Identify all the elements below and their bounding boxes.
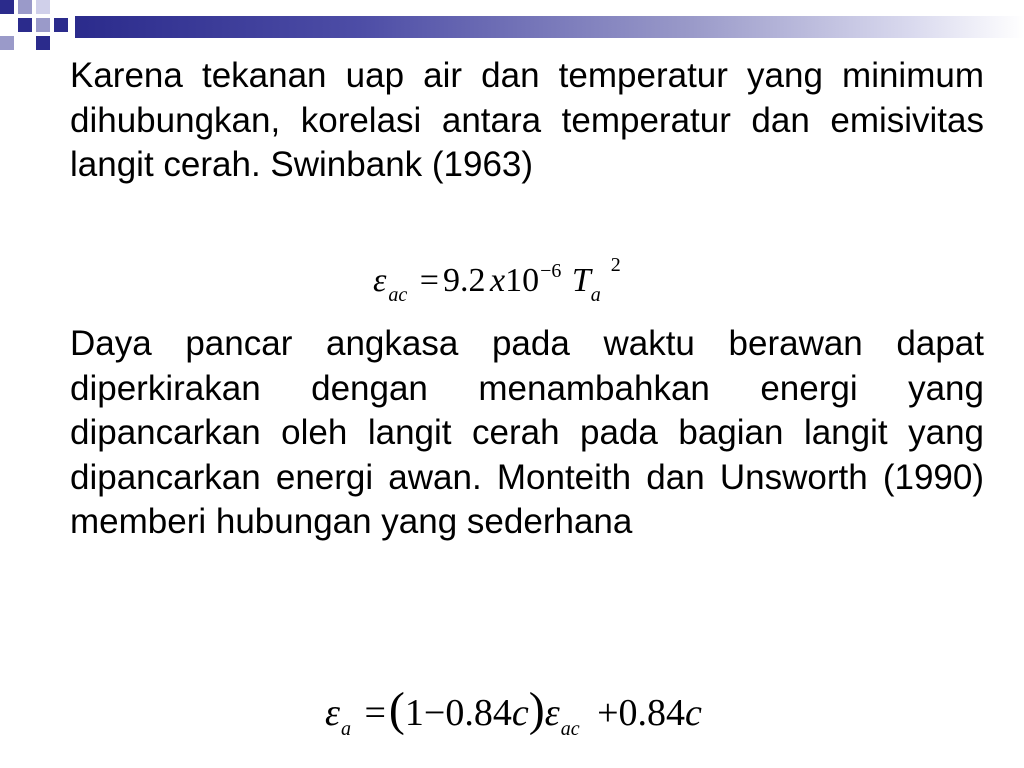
deco-square [36,36,50,50]
eq2-epsilon2: ε [544,692,560,734]
deco-gradient-bar [75,16,1024,38]
eq1-sub-ac: ac [388,284,408,306]
eq2-c2: c [685,692,702,734]
eq2-sub-ac: ac [560,718,580,740]
eq1-power: 2 [610,254,621,276]
equation-swinbank [373,254,621,306]
eq2-coeff2: 0.84 [618,692,686,734]
eq2-coeff1: 0.84 [445,692,512,734]
deco-square [0,36,14,50]
deco-square [18,18,32,32]
deco-square [36,18,50,32]
deco-square [18,0,32,14]
eq1-coeff: 9.2 [442,262,486,299]
deco-square [36,0,50,14]
eq2-one: 1 [404,692,424,734]
eq2-lparen: ( [388,683,405,736]
eq2-minus: − [423,692,446,734]
eq1-ten: 10 [505,262,540,299]
eq1-T: T [571,262,591,299]
eq2-plus: + [597,692,619,734]
deco-square [54,18,68,32]
eq2-sub-a: a [340,718,351,740]
eq1-x: x [489,262,506,299]
paragraph-swinbank: Karena tekanan uap air dan temperatur yang minimum dihubungkan, korelasi antara temperatur dan emisivitas langit cerah. Swinbank (1963) [70,56,984,184]
eq2-equals: = [364,692,386,734]
eq1-equals: = [419,262,439,299]
deco-square [0,0,14,14]
paragraph-monteith: Daya pancar angkasa pada waktu berawan dapat diperkirakan dengan menambahkan energi yang dipancarkan oleh langit cerah pada bagian langit yang dipancarkan energi awan. Monteith dan Unsworth (1990) memberi hubungan yang sederhana [70,324,984,541]
eq1-epsilon: ε [373,262,387,299]
slide-header-decoration [0,0,1024,60]
eq2-c1: c [511,692,529,734]
eq1-sub-a: a [590,284,601,306]
equation-monteith [325,682,702,740]
eq1-exponent: −6 [540,260,562,282]
eq2-rparen: ) [528,683,545,736]
eq2-epsilon: ε [325,692,340,734]
